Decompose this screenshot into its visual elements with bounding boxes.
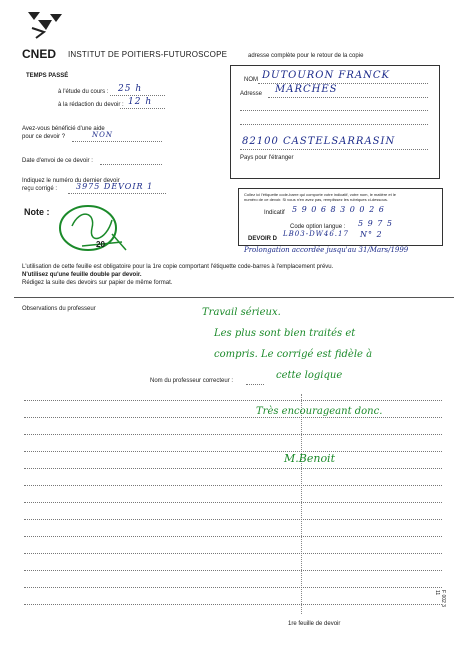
- vertical-divider: [301, 394, 302, 614]
- instruction-1: L'utilisation de cette feuille est obligatoire pour la 1re copie comportant l'étiquette code-barres à l'emplacement prévu.: [22, 264, 334, 270]
- comment-line-1: Travail sérieux.: [202, 307, 281, 318]
- instruction-3: Rédigez la suite des devoirs sur papier de même format.: [22, 280, 173, 286]
- address-line-3: [240, 110, 428, 111]
- country-label: Pays pour l'étranger: [240, 155, 294, 161]
- code-label: Code option langue :: [290, 224, 346, 230]
- aid-value: NON: [92, 131, 113, 139]
- indicatif-label: Indicatif: [264, 210, 285, 216]
- ruled-line: [24, 553, 442, 554]
- ruled-line: [24, 519, 442, 520]
- study-line: [110, 95, 165, 96]
- institute-title: INSTITUT DE POITIERS-FUTUROSCOPE: [68, 50, 228, 59]
- devoir-value: LB03-DW46.17: [283, 230, 349, 238]
- comment-line-3: compris. Le corrigé est fidèle à: [214, 349, 373, 360]
- return-address-note: adresse complète pour le retour de la copie: [248, 53, 364, 59]
- cned-logo-graphic: [22, 10, 72, 48]
- last-assignment-value: 3975 DEVOIR 1: [76, 182, 154, 191]
- comment-line-2: Les plus sont bien traités et: [214, 328, 356, 339]
- extension-note: Prolongation accordée jusqu'au 31/Mars/1999: [244, 246, 409, 254]
- nom-label: NOM: [244, 77, 258, 83]
- study-value: 25 h: [118, 84, 143, 94]
- postal-line: [240, 149, 428, 150]
- ruled-line: [24, 587, 442, 588]
- postal-value: 82100 CASTELSARRASIN: [242, 136, 396, 147]
- label-instruction-1: Collez ici l'étiquette code-barre qui comporte votre indicatif, votre nom, le matière et le: [244, 192, 396, 197]
- send-date-line: [100, 164, 162, 165]
- professor-signature: M.Benoit: [284, 452, 335, 465]
- last-assignment-label-1: Indiquez le numéro du dernier devoir: [22, 178, 120, 184]
- devoir-label: DEVOIR D: [248, 236, 278, 242]
- ruled-line: [24, 468, 442, 469]
- ruled-line: [24, 536, 442, 537]
- last-assignment-label-2: reçu corrigé :: [22, 186, 58, 192]
- brand-name: CNED: [22, 47, 57, 61]
- note-label: Note :: [24, 207, 50, 217]
- writing-label: à la rédaction du devoir :: [58, 102, 124, 108]
- separator-line: [14, 297, 454, 298]
- cned-logo: [22, 10, 72, 48]
- encouragement-text: Très encourageant donc.: [256, 406, 383, 417]
- send-date-label: Date d'envoi de ce devoir :: [22, 158, 93, 164]
- grade-scribble: [52, 198, 132, 262]
- instruction-2: N'utilisez qu'une feuille double par devoir.: [22, 272, 142, 278]
- ruled-line: [24, 434, 442, 435]
- label-instruction-2: numéro de ce devoir. Si vous n'en avez pas, remplissez les rubriques ci-dessous.: [244, 197, 388, 202]
- professor-name-line: [246, 384, 264, 385]
- writing-value: 12 h: [128, 97, 153, 107]
- aid-label-2: pour ce devoir ?: [22, 134, 66, 140]
- indicatif-value: 5 9 0 6 8 3 0 0 2 6: [292, 205, 385, 214]
- address-line-4: [240, 124, 428, 125]
- aid-label-1: Avez-vous bénéficié d'une aide: [22, 126, 105, 132]
- writing-line: [120, 108, 165, 109]
- adresse-value: MARCHES: [275, 84, 338, 95]
- ruled-line: [24, 451, 442, 452]
- comment-line-4: cette logique: [276, 370, 343, 381]
- code-value: 5 9 7 5: [358, 219, 393, 228]
- ruled-line: [24, 417, 442, 418]
- form-code: F 002 3 11: [434, 590, 446, 607]
- adresse-label: Adresse: [240, 91, 263, 97]
- ruled-line: [24, 604, 442, 605]
- observations-label: Observations du professeur: [22, 306, 96, 312]
- ruled-line: [24, 485, 442, 486]
- note-score: 20: [96, 240, 105, 249]
- professor-name-label: Nom du professeur correcteur :: [150, 378, 234, 384]
- ruled-line: [24, 400, 442, 401]
- time-spent-title: TEMPS PASSÉ: [26, 73, 69, 79]
- ruled-line: [24, 502, 442, 503]
- nom-value: DUTOURON FRANCK: [262, 70, 390, 81]
- devoir-number: N° 2: [360, 230, 383, 239]
- aid-line: [72, 141, 162, 142]
- last-assignment-line: [68, 193, 166, 194]
- adresse-line: [268, 97, 428, 98]
- study-label: à l'étude du cours :: [58, 89, 109, 95]
- ruled-line: [24, 570, 442, 571]
- sheet-label: 1re feuille de devoir: [288, 621, 341, 627]
